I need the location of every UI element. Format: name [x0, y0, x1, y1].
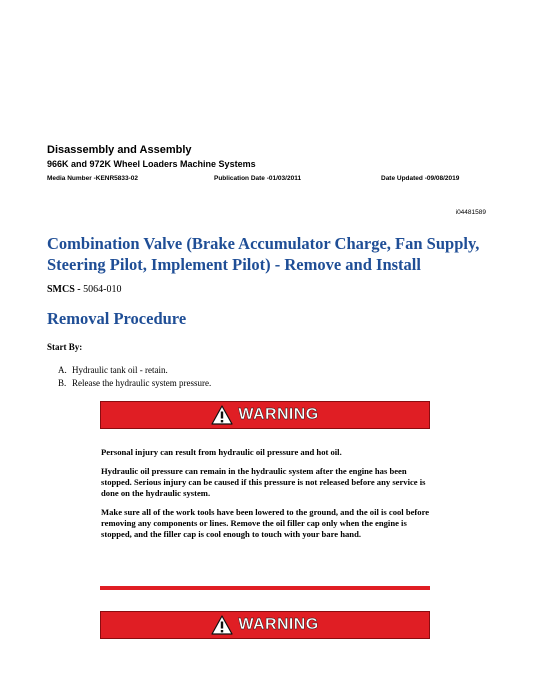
item-text: Hydraulic tank oil - retain.: [72, 365, 168, 375]
date-updated: Date Updated -09/08/2019: [381, 175, 460, 182]
start-by-item: [58, 377, 211, 390]
warning-triangle-icon: [211, 405, 233, 425]
manual-title: Disassembly and Assembly: [47, 144, 192, 156]
media-number: Media Number -KENR5833-02: [47, 175, 139, 182]
item-marker: B.: [58, 378, 67, 388]
warning-paragraph: Make sure all of the work tools have been lowered to the ground, and the oil is cool before removing any components or lines. Remove the oil filler cap only when the engine is stopped, and the filler cap is cool enough to touch with your bare hand.: [101, 507, 430, 539]
item-text: Release the hydraulic system pressure.: [72, 378, 212, 388]
warning-triangle-icon: [211, 615, 233, 635]
start-by-item: [58, 364, 211, 377]
machine-systems-subtitle: 966K and 972K Wheel Loaders Machine Systems: [47, 159, 256, 169]
warning-paragraph: Personal injury can result from hydraulic oil pressure and hot oil.: [101, 447, 342, 457]
page-title: Combination Valve (Brake Accumulator Charge, Fan Supply, Steering Pilot, Implement Pilot) - Remove and Install: [47, 234, 480, 274]
publication-date: Publication Date -01/03/2011: [214, 175, 302, 182]
start-by-label: Start By:: [47, 342, 83, 352]
smcs-code-line: [47, 284, 121, 295]
warning-label: WARNING: [238, 616, 319, 633]
warning-paragraph: Hydraulic oil pressure can remain in the hydraulic system after the engine has been stopped. Serious injury can be caused if this pressure is not released before any service is done on the hydraulic system.: [101, 466, 426, 498]
warning-end-rule: [100, 586, 430, 590]
smcs-label: SMCS -: [47, 284, 81, 295]
smcs-code: 5064-010: [83, 284, 122, 295]
warning-banner: [100, 611, 430, 639]
start-by-list: [58, 364, 211, 390]
warning-body: [101, 447, 431, 548]
section-title: Removal Procedure: [47, 309, 187, 328]
item-marker: A.: [58, 365, 67, 375]
warning-label: WARNING: [238, 406, 319, 423]
warning-banner: [100, 401, 430, 429]
document-id: i04481589: [455, 209, 486, 216]
